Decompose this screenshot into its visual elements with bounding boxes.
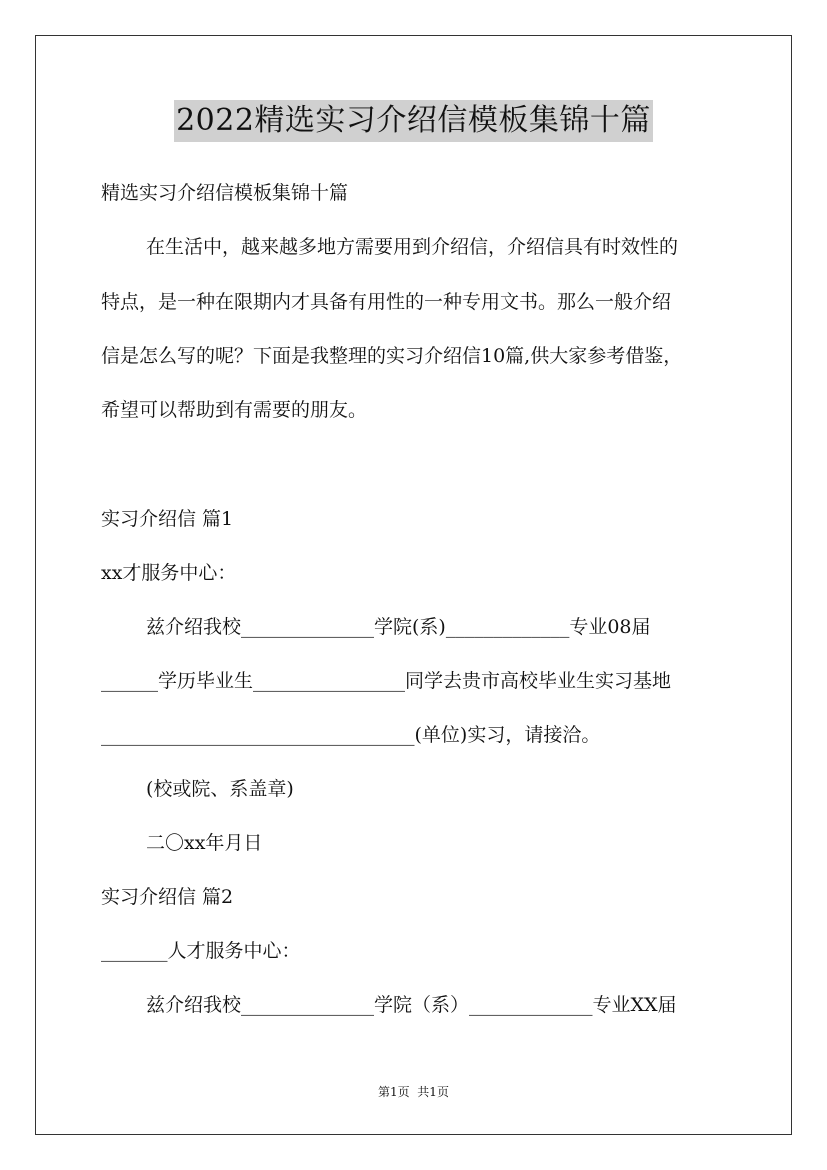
section-1-heading: 实习介绍信 篇1 — [101, 508, 234, 530]
title-wrap — [0, 100, 827, 142]
section-2-heading: 实习介绍信 篇2 — [101, 886, 234, 908]
section-2-recipient: _______人才服务中心： — [101, 940, 301, 962]
document-subtitle: 精选实习介绍信模板集锦十篇 — [101, 182, 349, 204]
section-1-recipient: xx才服务中心： — [101, 562, 237, 584]
section-1-body-line-3: _________________________________(单位)实习，请接洽。 — [101, 724, 601, 746]
intro-line-3: 信是怎么写的呢？下面是我整理的实习介绍信10篇,供大家参考借鉴， — [101, 345, 683, 367]
section-1-body-line-2: ______学历毕业生________________同学去贵市高校毕业生实习基地 — [101, 670, 672, 692]
intro-line-4: 希望可以帮助到有需要的朋友。 — [101, 399, 368, 421]
intro-line-2: 特点，是一种在限期内才具备有用性的一种专用文书。那么一般介绍 — [101, 291, 672, 313]
intro-line-1: 在生活中，越来越多地方需要用到介绍信，介绍信具有时效性的 — [146, 236, 679, 258]
section-1-stamp: (校或院、系盖章) — [146, 778, 294, 800]
section-1-body-line-1: 兹介绍我校______________学院(系)_____________专业08届 — [146, 616, 651, 638]
page-footer: 第1页 共1页 — [378, 1085, 449, 1099]
section-1-date: 二〇xx年月日 — [146, 832, 263, 854]
document-title: 2022精选实习介绍信模板集锦十篇 — [174, 100, 653, 142]
section-2-body-line-1: 兹介绍我校______________学院（系）_____________专业XX届 — [146, 994, 677, 1016]
